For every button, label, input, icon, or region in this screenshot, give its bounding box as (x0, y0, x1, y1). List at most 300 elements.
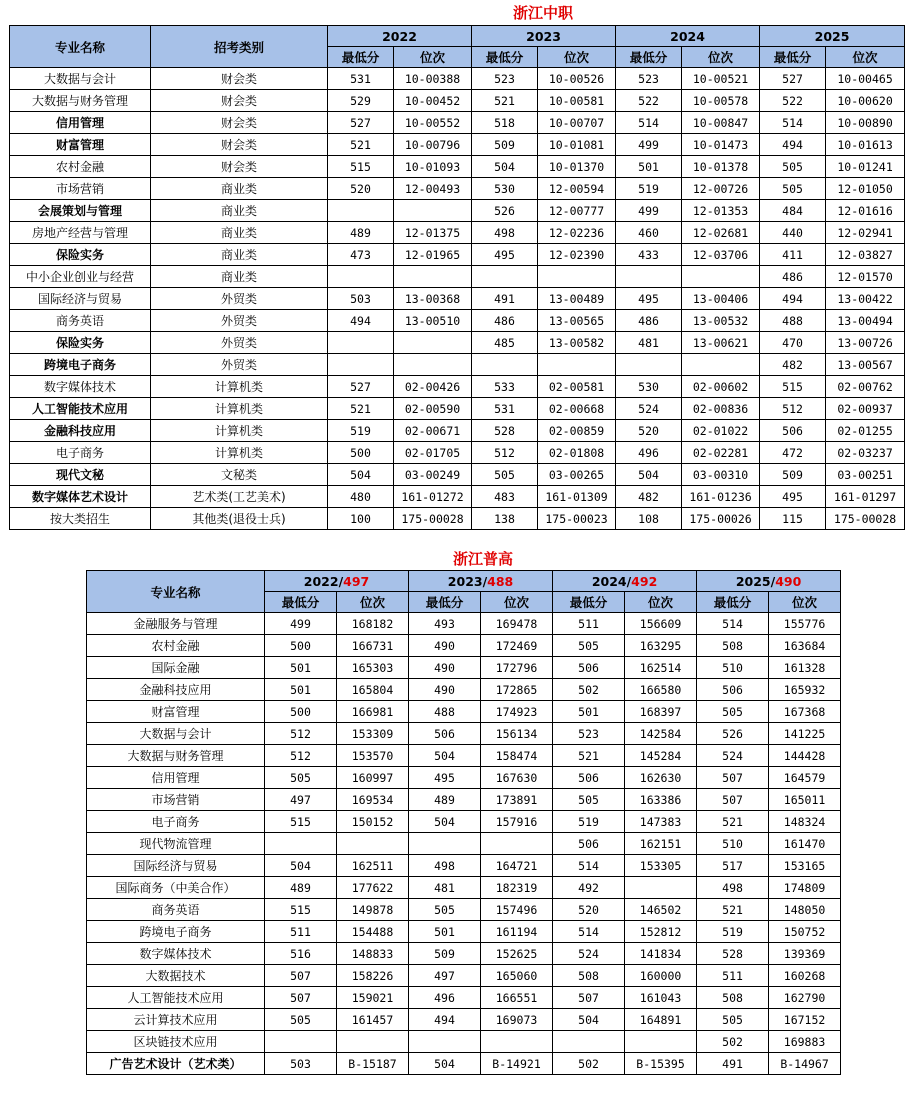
rank-cell: 167630 (481, 767, 553, 789)
rank-cell: 162151 (625, 833, 697, 855)
table-row (87, 657, 841, 679)
rank-cell: 172796 (481, 657, 553, 679)
rank-cell: 02-00581 (538, 376, 616, 398)
min-score-cell: 504 (328, 464, 394, 486)
rank-cell: 161457 (337, 1009, 409, 1031)
category-cell: 财会类 (151, 90, 328, 112)
rank-cell: 10-00796 (394, 134, 472, 156)
min-score-cell: 514 (697, 613, 769, 635)
min-score-cell: 490 (409, 679, 481, 701)
min-score-cell (328, 266, 394, 288)
rank-cell: 02-01705 (394, 442, 472, 464)
rank-cell: 10-00847 (682, 112, 760, 134)
table-row (87, 987, 841, 1009)
header-year-label: 2025/ (735, 573, 776, 589)
min-score-cell: 108 (616, 508, 682, 530)
rank-cell: 158226 (337, 965, 409, 987)
rank-cell: 02-01808 (538, 442, 616, 464)
major-name-cell: 保险实务 (10, 244, 151, 266)
major-name-cell: 信用管理 (10, 112, 151, 134)
min-score-cell: 524 (616, 398, 682, 420)
rank-cell: 150752 (769, 921, 841, 943)
rank-cell: 12-00594 (538, 178, 616, 200)
min-score-cell: 500 (265, 635, 337, 657)
major-name-cell: 国际经济与贸易 (87, 855, 265, 877)
major-name-cell: 国际商务（中美合作） (87, 877, 265, 899)
min-score-cell: 497 (265, 789, 337, 811)
min-score-cell: 490 (409, 635, 481, 657)
rank-cell: 02-00762 (826, 376, 905, 398)
rank-cell: 157916 (481, 811, 553, 833)
min-score-cell: 527 (328, 112, 394, 134)
min-score-cell: 494 (760, 288, 826, 310)
min-score-cell: 485 (472, 332, 538, 354)
rank-cell: 03-00310 (682, 464, 760, 486)
pugao-table (86, 570, 841, 1075)
header-rank: 位次 (826, 47, 905, 68)
rank-cell: 161194 (481, 921, 553, 943)
category-cell: 计算机类 (151, 376, 328, 398)
category-cell: 计算机类 (151, 420, 328, 442)
header-major: 专业名称 (87, 571, 265, 613)
rank-cell (682, 266, 760, 288)
major-name-cell: 房地产经营与管理 (10, 222, 151, 244)
min-score-cell: 528 (472, 420, 538, 442)
rank-cell: 164891 (625, 1009, 697, 1031)
min-score-cell: 501 (265, 679, 337, 701)
min-score-cell: 510 (697, 657, 769, 679)
header-rank: 位次 (394, 47, 472, 68)
table-row (10, 288, 905, 310)
major-name-cell: 农村金融 (10, 156, 151, 178)
rank-cell: 10-00452 (394, 90, 472, 112)
major-name-cell: 商务英语 (87, 899, 265, 921)
min-score-cell: 440 (760, 222, 826, 244)
rank-cell: 10-01473 (682, 134, 760, 156)
rank-cell: 10-00552 (394, 112, 472, 134)
rank-cell: 167152 (769, 1009, 841, 1031)
table-row (10, 90, 905, 112)
major-name-cell: 市场营销 (87, 789, 265, 811)
rank-cell: 02-00602 (682, 376, 760, 398)
major-name-cell: 保险实务 (10, 332, 151, 354)
rank-cell: 177622 (337, 877, 409, 899)
rank-cell: 146502 (625, 899, 697, 921)
rank-cell: 139369 (769, 943, 841, 965)
category-cell: 外贸类 (151, 332, 328, 354)
table-row (87, 855, 841, 877)
rank-cell: 10-01093 (394, 156, 472, 178)
min-score-cell (409, 1031, 481, 1053)
table-row (10, 310, 905, 332)
rank-cell: 12-03827 (826, 244, 905, 266)
major-name-cell: 财富管理 (10, 134, 151, 156)
rank-cell: 160268 (769, 965, 841, 987)
header-min-score: 最低分 (760, 47, 826, 68)
header-min-score: 最低分 (472, 47, 538, 68)
min-score-cell: 497 (409, 965, 481, 987)
min-score-cell: 526 (697, 723, 769, 745)
table-row (10, 266, 905, 288)
category-cell: 商业类 (151, 266, 328, 288)
header-year-label: 2024/ (591, 573, 632, 589)
rank-cell: 165932 (769, 679, 841, 701)
rank-cell: 164579 (769, 767, 841, 789)
rank-cell: 142584 (625, 723, 697, 745)
min-score-cell: 499 (616, 200, 682, 222)
min-score-cell: 505 (697, 1009, 769, 1031)
rank-cell: 03-00251 (826, 464, 905, 486)
min-score-cell: 486 (760, 266, 826, 288)
min-score-cell: 523 (472, 68, 538, 90)
min-score-cell: 531 (328, 68, 394, 90)
min-score-cell: 498 (409, 855, 481, 877)
rank-cell: 02-00859 (538, 420, 616, 442)
header-min-score: 最低分 (697, 592, 769, 613)
min-score-cell: 509 (760, 464, 826, 486)
min-score-cell: 496 (616, 442, 682, 464)
rank-cell: B-14921 (481, 1053, 553, 1075)
min-score-cell: 473 (328, 244, 394, 266)
min-score-cell (265, 1031, 337, 1053)
category-cell: 计算机类 (151, 398, 328, 420)
table-row (87, 877, 841, 899)
rank-cell: 13-00368 (394, 288, 472, 310)
min-score-cell: 523 (616, 68, 682, 90)
rank-cell: 166981 (337, 701, 409, 723)
table-row (87, 635, 841, 657)
major-name-cell: 广告艺术设计（艺术类） (87, 1053, 265, 1075)
rank-cell (682, 354, 760, 376)
rank-cell: 12-01965 (394, 244, 472, 266)
rank-cell: 156134 (481, 723, 553, 745)
category-cell: 财会类 (151, 156, 328, 178)
min-score-cell: 488 (760, 310, 826, 332)
min-score-cell: 504 (553, 1009, 625, 1031)
rank-cell: 159021 (337, 987, 409, 1009)
rank-cell: 13-00726 (826, 332, 905, 354)
rank-cell: 10-01378 (682, 156, 760, 178)
rank-cell: 12-02390 (538, 244, 616, 266)
major-name-cell: 大数据与财务管理 (87, 745, 265, 767)
min-score-cell: 511 (553, 613, 625, 635)
rank-cell: 10-01081 (538, 134, 616, 156)
min-score-cell: 505 (265, 1009, 337, 1031)
major-name-cell: 现代文秘 (10, 464, 151, 486)
min-score-cell: 483 (472, 486, 538, 508)
category-cell: 财会类 (151, 112, 328, 134)
header-rank: 位次 (337, 592, 409, 613)
rank-cell: 12-02236 (538, 222, 616, 244)
rank-cell: 182319 (481, 877, 553, 899)
rank-cell: 149878 (337, 899, 409, 921)
min-score-cell: 495 (472, 244, 538, 266)
rank-cell (394, 266, 472, 288)
min-score-cell: 505 (760, 156, 826, 178)
rank-cell: 164721 (481, 855, 553, 877)
min-score-cell: 433 (616, 244, 682, 266)
min-score-cell: 533 (472, 376, 538, 398)
major-name-cell: 区块链技术应用 (87, 1031, 265, 1053)
header-min-score: 最低分 (409, 592, 481, 613)
rank-cell: 12-01353 (682, 200, 760, 222)
min-score-cell: 501 (409, 921, 481, 943)
major-name-cell: 大数据技术 (87, 965, 265, 987)
rank-cell: 13-00567 (826, 354, 905, 376)
min-score-cell: 508 (697, 635, 769, 657)
rank-cell: 165804 (337, 679, 409, 701)
header-year: 2023 (472, 26, 616, 47)
min-score-cell: 502 (553, 679, 625, 701)
min-score-cell: 526 (472, 200, 538, 222)
rank-cell: B-15187 (337, 1053, 409, 1075)
rank-cell: 172469 (481, 635, 553, 657)
min-score-cell: 505 (472, 464, 538, 486)
table-row (10, 398, 905, 420)
table-row (10, 200, 905, 222)
header-year (265, 571, 409, 592)
min-score-cell: 501 (616, 156, 682, 178)
min-score-cell: 496 (409, 987, 481, 1009)
table-row (87, 921, 841, 943)
rank-cell (481, 833, 553, 855)
min-score-cell: 505 (553, 635, 625, 657)
category-cell: 其他类(退役士兵) (151, 508, 328, 530)
rank-cell: 161-01236 (682, 486, 760, 508)
table-row (87, 899, 841, 921)
rank-cell: 166580 (625, 679, 697, 701)
rank-cell: 153305 (625, 855, 697, 877)
category-cell: 文秘类 (151, 464, 328, 486)
rank-cell: 02-01255 (826, 420, 905, 442)
rank-cell: 172865 (481, 679, 553, 701)
header-min-score: 最低分 (553, 592, 625, 613)
major-name-cell: 数字媒体艺术设计 (10, 486, 151, 508)
min-score-cell: 514 (616, 112, 682, 134)
min-score-cell: 510 (697, 833, 769, 855)
header-year-label: 2023/ (447, 573, 488, 589)
min-score-cell: 481 (409, 877, 481, 899)
major-name-cell: 人工智能技术应用 (87, 987, 265, 1009)
major-name-cell: 跨境电子商务 (10, 354, 151, 376)
rank-cell: 155776 (769, 613, 841, 635)
rank-cell: 13-00565 (538, 310, 616, 332)
min-score-cell: 512 (760, 398, 826, 420)
header-min-score: 最低分 (328, 47, 394, 68)
min-score-cell: 522 (760, 90, 826, 112)
major-name-cell: 数字媒体技术 (10, 376, 151, 398)
min-score-cell: 495 (409, 767, 481, 789)
rank-cell: 12-00777 (538, 200, 616, 222)
table-row (10, 486, 905, 508)
min-score-cell: 530 (472, 178, 538, 200)
min-score-cell: 504 (409, 811, 481, 833)
min-score-cell: 530 (616, 376, 682, 398)
rank-cell: 160000 (625, 965, 697, 987)
min-score-cell: 486 (472, 310, 538, 332)
major-name-cell: 现代物流管理 (87, 833, 265, 855)
major-name-cell: 电子商务 (10, 442, 151, 464)
header-rank: 位次 (769, 592, 841, 613)
min-score-cell: 520 (328, 178, 394, 200)
rank-cell: 02-00426 (394, 376, 472, 398)
major-name-cell: 农村金融 (87, 635, 265, 657)
rank-cell (337, 833, 409, 855)
rank-cell: 174809 (769, 877, 841, 899)
table-row (87, 789, 841, 811)
rank-cell: 10-01370 (538, 156, 616, 178)
min-score-cell: 511 (265, 921, 337, 943)
major-name-cell: 金融科技应用 (87, 679, 265, 701)
min-score-cell: 482 (760, 354, 826, 376)
min-score-cell: 470 (760, 332, 826, 354)
rank-cell: 10-01241 (826, 156, 905, 178)
rank-cell: 161-01297 (826, 486, 905, 508)
min-score-cell: 515 (265, 811, 337, 833)
rank-cell: 02-01022 (682, 420, 760, 442)
min-score-cell: 505 (697, 701, 769, 723)
min-score-cell (328, 354, 394, 376)
min-score-cell: 494 (328, 310, 394, 332)
major-name-cell: 商务英语 (10, 310, 151, 332)
table-row (87, 1009, 841, 1031)
header-control-line: 490 (775, 573, 802, 589)
table-row (10, 178, 905, 200)
rank-cell: 153309 (337, 723, 409, 745)
rank-cell: 141834 (625, 943, 697, 965)
min-score-cell: 531 (472, 398, 538, 420)
min-score-cell: 515 (265, 899, 337, 921)
min-score-cell: 501 (553, 701, 625, 723)
min-score-cell: 506 (553, 767, 625, 789)
rank-cell: 153570 (337, 745, 409, 767)
rank-cell (625, 877, 697, 899)
min-score-cell: 500 (328, 442, 394, 464)
table-row (10, 332, 905, 354)
rank-cell: 10-00581 (538, 90, 616, 112)
min-score-cell: 523 (553, 723, 625, 745)
min-score-cell: 491 (472, 288, 538, 310)
rank-cell: B-15395 (625, 1053, 697, 1075)
min-score-cell (328, 332, 394, 354)
min-score-cell: 503 (328, 288, 394, 310)
major-name-cell: 财富管理 (87, 701, 265, 723)
min-score-cell: 138 (472, 508, 538, 530)
major-name-cell: 金融服务与管理 (87, 613, 265, 635)
min-score-cell: 519 (616, 178, 682, 200)
min-score-cell: 489 (409, 789, 481, 811)
min-score-cell: 504 (616, 464, 682, 486)
table-row (87, 679, 841, 701)
min-score-cell: 494 (409, 1009, 481, 1031)
min-score-cell (265, 833, 337, 855)
min-score-cell: 514 (553, 855, 625, 877)
rank-cell: 163684 (769, 635, 841, 657)
min-score-cell: 519 (697, 921, 769, 943)
table-row (10, 354, 905, 376)
rank-cell: 02-00668 (538, 398, 616, 420)
header-year: 2025 (760, 26, 905, 47)
major-name-cell: 跨境电子商务 (87, 921, 265, 943)
major-name-cell: 大数据与会计 (87, 723, 265, 745)
min-score-cell: 472 (760, 442, 826, 464)
rank-cell: 13-00510 (394, 310, 472, 332)
table-row (87, 1031, 841, 1053)
min-score-cell: 490 (409, 657, 481, 679)
min-score-cell: 515 (760, 376, 826, 398)
major-name-cell: 云计算技术应用 (87, 1009, 265, 1031)
min-score-cell: 494 (760, 134, 826, 156)
table-row (87, 767, 841, 789)
category-cell: 商业类 (151, 244, 328, 266)
category-cell: 外贸类 (151, 354, 328, 376)
min-score-cell: 507 (697, 789, 769, 811)
table-row (87, 745, 841, 767)
header-control-line: 497 (343, 573, 370, 589)
table-row (87, 723, 841, 745)
min-score-cell: 520 (616, 420, 682, 442)
min-score-cell: 527 (760, 68, 826, 90)
min-score-cell: 492 (553, 877, 625, 899)
min-score-cell: 502 (553, 1053, 625, 1075)
rank-cell: 10-00707 (538, 112, 616, 134)
major-name-cell: 电子商务 (87, 811, 265, 833)
header-year: 2022 (328, 26, 472, 47)
rank-cell: 141225 (769, 723, 841, 745)
min-score-cell: 524 (697, 745, 769, 767)
min-score-cell (472, 354, 538, 376)
table-row (10, 222, 905, 244)
min-score-cell: 519 (553, 811, 625, 833)
min-score-cell (409, 833, 481, 855)
category-cell: 外贸类 (151, 288, 328, 310)
min-score-cell: 508 (697, 987, 769, 1009)
rank-cell: 13-00532 (682, 310, 760, 332)
min-score-cell: 528 (697, 943, 769, 965)
rank-cell: 174923 (481, 701, 553, 723)
min-score-cell: 506 (697, 679, 769, 701)
rank-cell: 165060 (481, 965, 553, 987)
rank-cell: 162630 (625, 767, 697, 789)
rank-cell: 13-00621 (682, 332, 760, 354)
rank-cell: 175-00023 (538, 508, 616, 530)
rank-cell: 173891 (481, 789, 553, 811)
rank-cell (337, 1031, 409, 1053)
min-score-cell: 498 (472, 222, 538, 244)
min-score-cell: 411 (760, 244, 826, 266)
rank-cell: 168182 (337, 613, 409, 635)
rank-cell: 10-00578 (682, 90, 760, 112)
rank-cell: 152625 (481, 943, 553, 965)
rank-cell: 161328 (769, 657, 841, 679)
zhongzhi-title: 浙江中职 (512, 4, 573, 22)
min-score-cell: 486 (616, 310, 682, 332)
rank-cell: 13-00406 (682, 288, 760, 310)
rank-cell: 163386 (625, 789, 697, 811)
min-score-cell: 460 (616, 222, 682, 244)
major-name-cell: 大数据与会计 (10, 68, 151, 90)
min-score-cell: 481 (616, 332, 682, 354)
rank-cell: 160997 (337, 767, 409, 789)
rank-cell: 13-00582 (538, 332, 616, 354)
min-score-cell: 512 (265, 745, 337, 767)
min-score-cell: 506 (553, 657, 625, 679)
min-score-cell: 514 (553, 921, 625, 943)
rank-cell: 175-00028 (826, 508, 905, 530)
rank-cell: 10-00465 (826, 68, 905, 90)
min-score-cell: 521 (553, 745, 625, 767)
rank-cell: 161-01309 (538, 486, 616, 508)
